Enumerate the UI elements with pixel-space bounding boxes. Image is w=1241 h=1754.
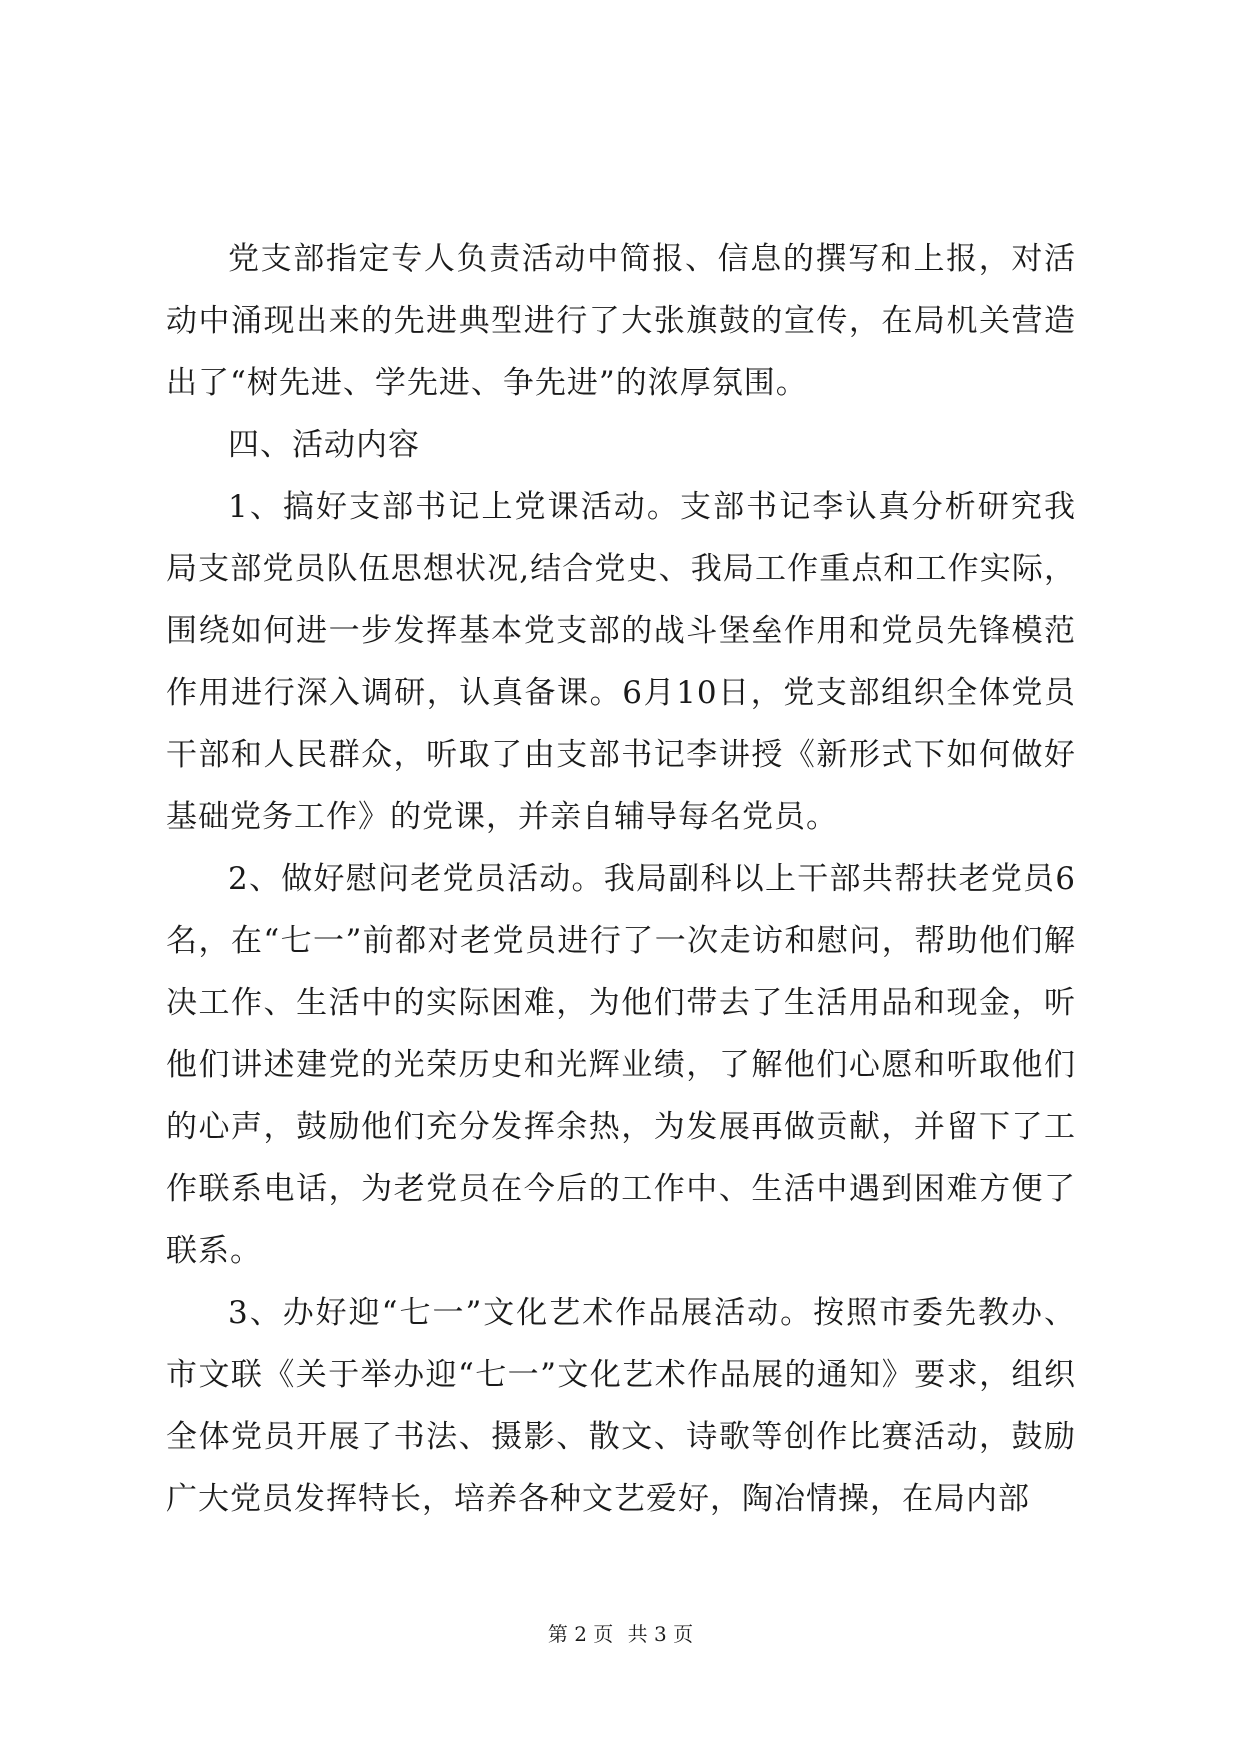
paragraph-item-2: 2、做好慰问老党员活动。我局副科以上干部共帮扶老党员6名，在“七一”前都对老党员进行了一次走访和慰问，帮助他们解决工作、生活中的实际困难，为他们带去了生活用品和现金，听他们讲述建党的光荣历史和光辉业绩，了解他们心愿和听取他们的心声，鼓励他们充分发挥余热，为发展再做贡献，并留下了工作联系电话，为老党员在今后的工作中、生活中遇到困难方便了联系。	[166, 861, 1076, 1269]
section-heading: 四、活动内容	[228, 427, 420, 463]
paragraph-item-1: 1、搞好支部书记上党课活动。支部书记李认真分析研究我局支部党员队伍思想状况,结合党史、我局工作重点和工作实际，围绕如何进一步发挥基本党支部的战斗堡垒作用和党员先锋模范作用进行深入调研，认真备课。6月10日，党支部组织全体党员干部和人民群众，听取了由支部书记李讲授《新形式下如何做好基础党务工作》的党课，并亲自辅导每名党员。	[166, 489, 1076, 835]
paragraph-item-3: 3、办好迎“七一”文化艺术作品展活动。按照市委先教办、市文联《关于举办迎“七一”文化艺术作品展的通知》要求，组织全体党员开展了书法、摄影、散文、诗歌等创作比赛活动，鼓励广大党员发挥特长，培养各种文艺爱好，陶冶情操，在局内部	[166, 1295, 1076, 1517]
page-total: 共 3 页	[627, 1622, 694, 1646]
page-footer	[0, 1618, 1241, 1647]
paragraph-intro: 党支部指定专人负责活动中简报、信息的撰写和上报，对活动中涌现出来的先进典型进行了大张旗鼓的宣传，在局机关营造出了“树先进、学先进、争先进”的浓厚氛围。	[166, 241, 1076, 401]
document-body	[166, 228, 1076, 1530]
page-number: 第 2 页	[547, 1622, 614, 1646]
